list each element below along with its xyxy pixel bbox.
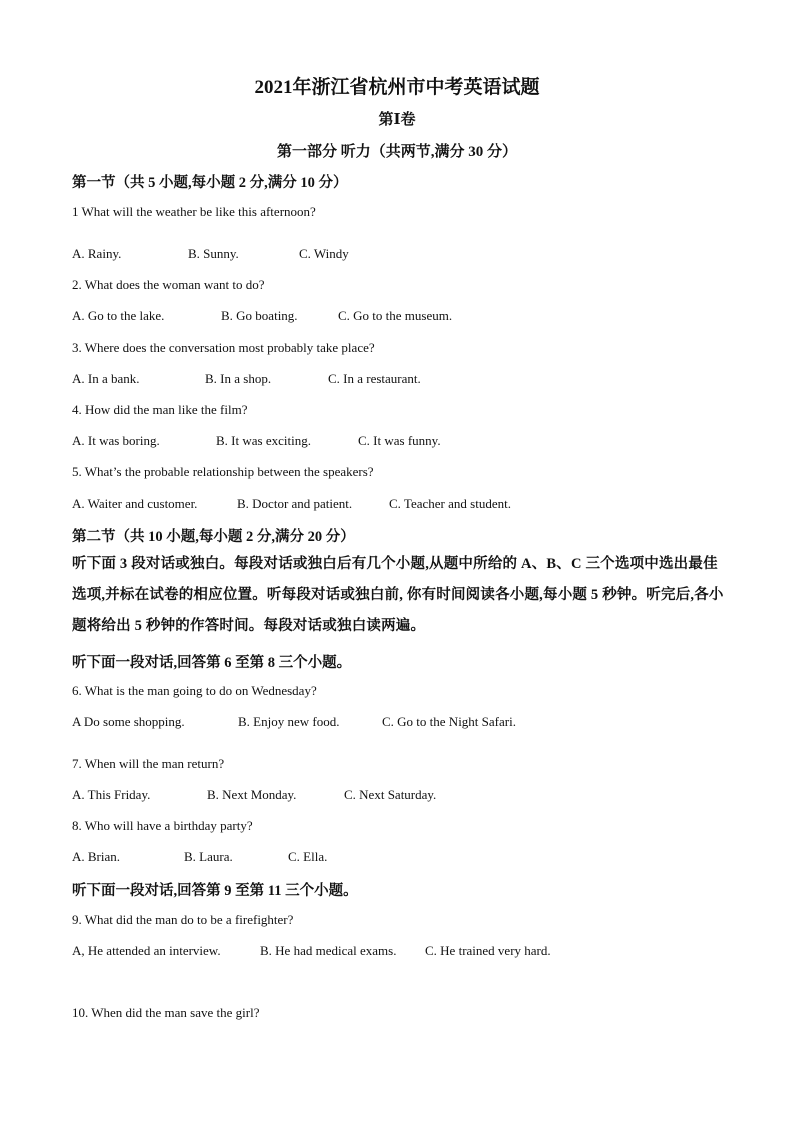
- q2-option-c: C. Go to the museum.: [338, 308, 453, 323]
- question-9: 9. What did the man do to be a firefighter?: [72, 912, 294, 927]
- dialogue1-heading: 听下面一段对话,回答第 6 至第 8 三个小题。: [72, 655, 352, 671]
- q5-option-c: C. Teacher and student.: [389, 496, 511, 511]
- q1-option-c: C. Windy: [299, 246, 349, 261]
- q1-option-b: B. Sunny.: [188, 246, 239, 261]
- question-3: 3. Where does the conversation most probably take place?: [72, 340, 375, 355]
- volume-label: 第Ⅰ卷: [378, 112, 416, 128]
- q3-option-c: C. In a restaurant.: [328, 371, 421, 386]
- q6-option-a: A Do some shopping.: [72, 714, 185, 729]
- exam-title: 2021年浙江省杭州市中考英语试题: [254, 77, 540, 98]
- q5-option-a: A. Waiter and customer.: [72, 496, 198, 511]
- q4-option-b: B. It was exciting.: [216, 433, 311, 448]
- q5-option-b: B. Doctor and patient.: [237, 496, 353, 511]
- question-10: 10. When did the man save the girl?: [72, 1005, 260, 1020]
- q8-option-a: A. Brian.: [72, 849, 121, 864]
- q7-option-a: A. This Friday.: [72, 787, 151, 802]
- q6-option-c: C. Go to the Night Safari.: [382, 714, 516, 729]
- question-7: 7. When will the man return?: [72, 756, 225, 771]
- question-4: 4. How did the man like the film?: [72, 402, 248, 417]
- q4-option-c: C. It was funny.: [358, 433, 441, 448]
- q9-option-a: A, He attended an interview.: [72, 943, 221, 958]
- question-6: 6. What is the man going to do on Wednesday?: [72, 683, 317, 698]
- q2-option-b: B. Go boating.: [221, 308, 298, 323]
- q7-option-b: B. Next Monday.: [207, 787, 297, 802]
- q8-option-c: C. Ella.: [288, 849, 328, 864]
- q1-option-a: A. Rainy.: [72, 246, 122, 261]
- dialogue2-heading: 听下面一段对话,回答第 9 至第 11 三个小题。: [72, 883, 358, 899]
- section2-heading: 第二节（共 10 小题,每小题 2 分,满分 20 分）: [72, 529, 355, 545]
- q7-option-c: C. Next Saturday.: [344, 787, 437, 802]
- question-1: 1 What will the weather be like this afternoon?: [72, 204, 316, 219]
- section2-instruction: 听下面 3 段对话或独白。每段对话或独白后有几个小题,从题中所给的 A、B、C 三个选项中选出最佳选项,并标在试卷的相应位置。听每段对话或独白前, 你有时间阅读各小题,每小题 5 秒钟。听完后,各小题将给出 5 秒钟的作答时间。每段对话或独白读两遍。: [72, 556, 724, 634]
- q9-option-b: B. He had medical exams.: [260, 943, 397, 958]
- part-heading: 第一部分 听力（共两节,满分 30 分）: [276, 144, 517, 160]
- q3-option-a: A. In a bank.: [72, 371, 140, 386]
- q4-option-a: A. It was boring.: [72, 433, 160, 448]
- q6-option-b: B. Enjoy new food.: [238, 714, 340, 729]
- q9-option-c: C. He trained very hard.: [425, 943, 551, 958]
- question-2: 2. What does the woman want to do?: [72, 277, 265, 292]
- question-5: 5. What’s the probable relationship between the speakers?: [72, 464, 374, 479]
- q2-option-a: A. Go to the lake.: [72, 308, 165, 323]
- q8-option-b: B. Laura.: [184, 849, 233, 864]
- section1-heading: 第一节（共 5 小题,每小题 2 分,满分 10 分）: [72, 175, 348, 191]
- question-8: 8. Who will have a birthday party?: [72, 818, 253, 833]
- q3-option-b: B. In a shop.: [205, 371, 272, 386]
